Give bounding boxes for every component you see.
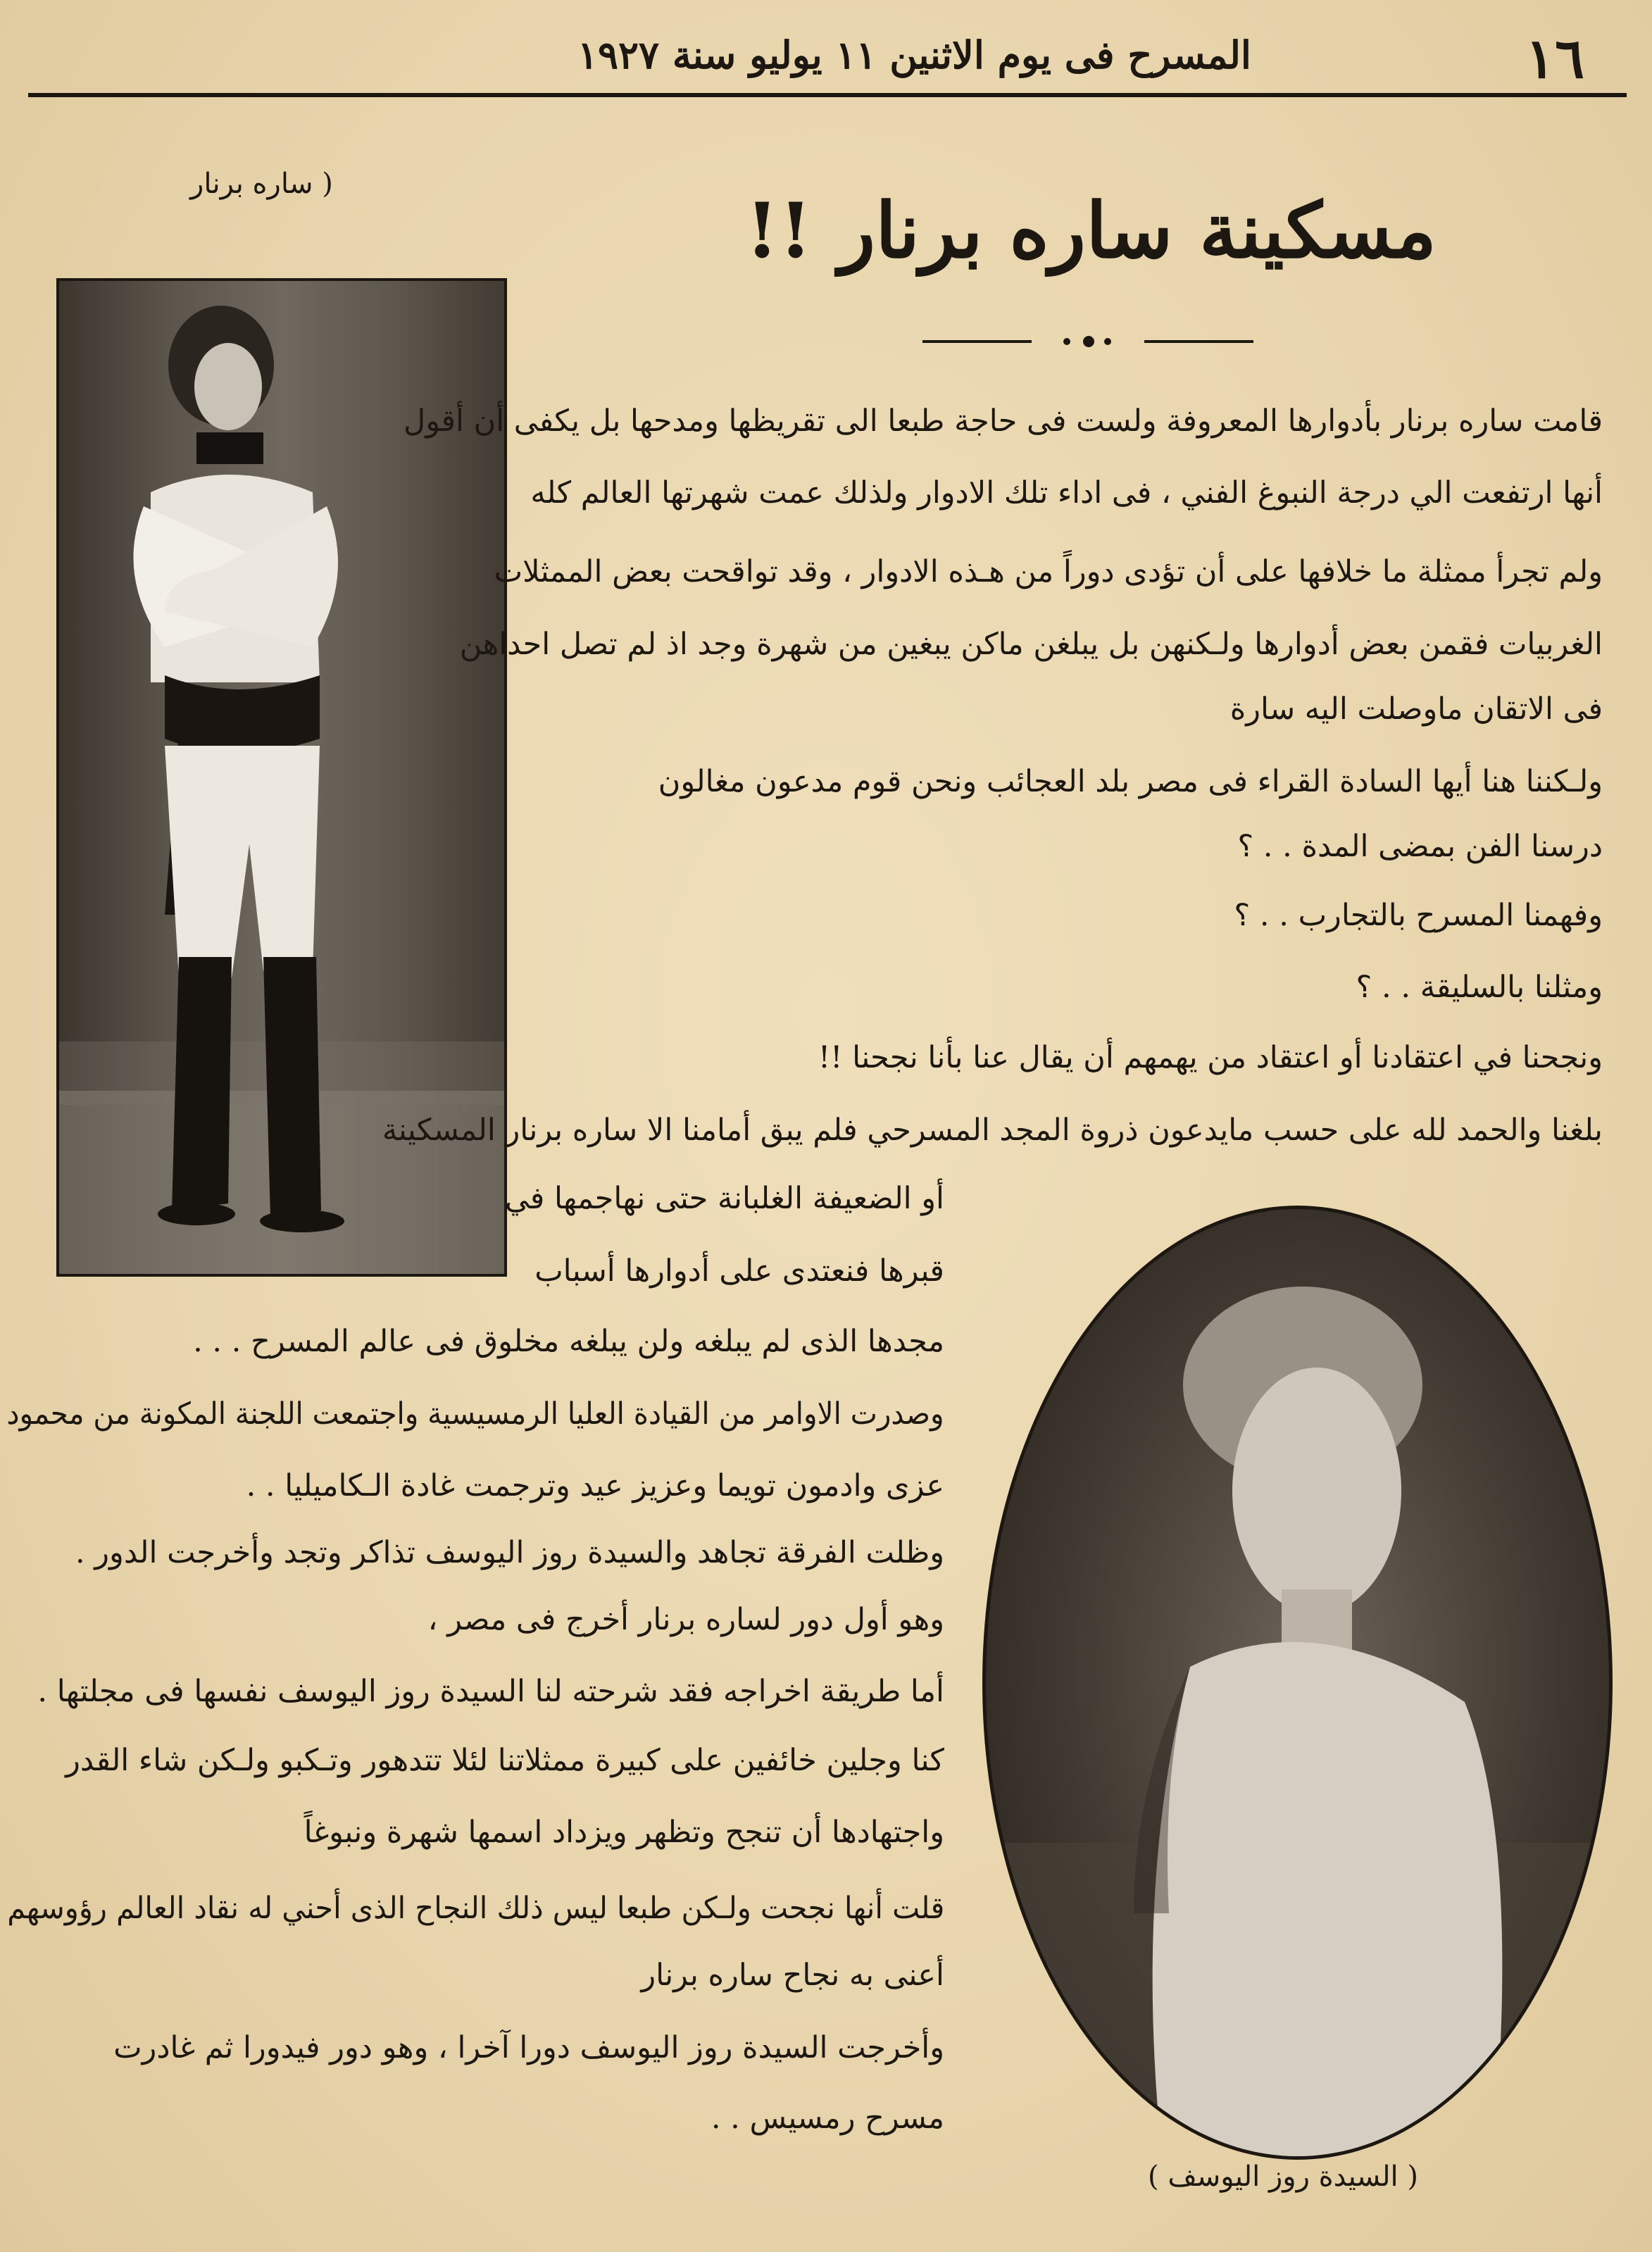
paragraph: عزى وادمون تويما وعزيز عيد وترجمت غادة الـكاميليا . . (246, 1468, 944, 1503)
paragraph: ونجحنا في اعتقادنا أو اعتقاد من يهمهم أن يقال عنا بأنا نجحنا !! (818, 1040, 1603, 1075)
paragraph: وصدرت الاوامر من القيادة العليا الرمسيسية واجتمعت اللجنة المكونة من محمود (6, 1396, 944, 1432)
paragraph: فى الاتقان ماوصلت اليه سارة (1229, 692, 1603, 727)
paragraph: مسرح رمسيس . . (711, 2101, 944, 2136)
paragraph: قلت أنها نجحت ولـكن طبعا ليس ذلك النجاح الذى أحني له نقاد العالم رؤوسهم (6, 1891, 944, 1926)
paragraph: ولـكننا هنا أيها السادة القراء فى مصر بلد العجائب ونحن قوم مدعون مغالون (658, 764, 1603, 799)
paragraph: درسنا الفن بمضى المدة . . ؟ (1237, 829, 1603, 864)
header-rule (28, 93, 1627, 97)
rose-el-youssef-photo (982, 1206, 1613, 2160)
paragraph: ولم تجرأ ممثلة ما خلافها على أن تؤدى دوراً من هـذه الادوار ، وقد تواقحت بعض الممثلات (494, 554, 1603, 589)
paragraph: قبرها فنعتدى على أدوارها أسباب (534, 1253, 944, 1289)
paragraph: بلغنا والحمد لله على حسب مايدعون ذروة المجد المسرحي فلم يبق أمامنا الا ساره برنار المسكينة (382, 1113, 1603, 1148)
paragraph: وأخرجت السيدة روز اليوسف دورا آخرا ، وهو دور فيدورا ثم غادرت (113, 2030, 944, 2065)
paragraph: أو الضعيفة الغلبانة حتى نهاجمها في (504, 1181, 944, 1216)
page-number: ١٦ (1525, 27, 1584, 91)
photo-caption-sarah: ( ساره برنار (190, 168, 333, 200)
page-header (28, 20, 1627, 97)
paragraph: أنها ارتفعت الي درجة النبوغ الفني ، فى اداء تلك الادوار ولذلك عمت شهرتها العالم كله (530, 475, 1603, 511)
header-title: المسرح فى يوم الاثنين ١١ يوليو سنة ١٩٢٧ (577, 32, 1251, 77)
paragraph: قامت ساره برنار بأدوارها المعروفة ولست فى حاجة طبعا الى تقريظها ومدحها بل يكفى أن أقول (403, 404, 1603, 439)
article-title: مسكينة ساره برنار !! (745, 187, 1437, 275)
paragraph: ومثلنا بالسليقة . . ؟ (1356, 970, 1603, 1005)
paragraph: واجتهادها أن تنجح وتظهر ويزداد اسمها شهرة ونبوغاً (304, 1815, 944, 1850)
paragraph: مجدها الذى لم يبلغه ولن يبلغه مخلوق فى عالم المسرح . . . (193, 1324, 944, 1359)
paragraph: أما طريقة اخراجه فقد شرحته لنا السيدة روز اليوسف نفسها فى مجلتها . (37, 1674, 944, 1709)
paragraph: وفهمنا المسرح بالتجارب . . ؟ (1234, 898, 1603, 933)
paragraph: أعنى به نجاح ساره برنار (641, 1958, 944, 1993)
paragraph: الغربيات فقمن بعض أدوارها ولـكنهن بل يبلغن ماكن يبغين من شهرة وجد اذ لم تصل احداهن (459, 627, 1603, 662)
paragraph: كنا وجلين خائفين على كبيرة ممثلاتنا لئلا تتدهور وتـكبو ولـكن شاء القدر (65, 1743, 944, 1778)
photo-caption-rose: ( السيدة روز اليوسف ) (1148, 2160, 1418, 2193)
paragraph: وهو أول دور لساره برنار أخرج فى مصر ، (427, 1602, 944, 1637)
title-ornament (922, 331, 1253, 352)
paragraph: وظلت الفرقة تجاهد والسيدة روز اليوسف تذاكر وتجد وأخرجت الدور . (75, 1535, 944, 1570)
